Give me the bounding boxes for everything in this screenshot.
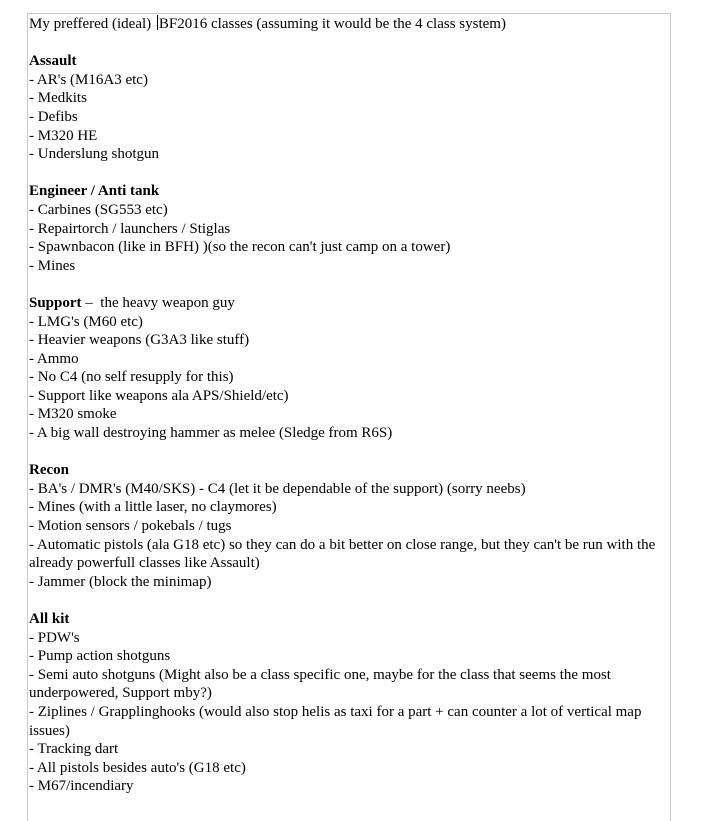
title-text-start: My preffered (ideal) <box>29 16 155 32</box>
list-item: - Spawnbacon (like in BFH) )(so the recon can't just camp on a tower) <box>29 239 451 256</box>
section-heading-line <box>29 294 668 313</box>
list-item: - M67/incendiary <box>29 778 134 795</box>
list-item: - Mines <box>29 257 76 274</box>
section-support <box>29 294 668 443</box>
section-heading-suffix: – the heavy weapon guy <box>81 294 235 311</box>
section-heading-line <box>29 52 668 71</box>
text-cursor <box>157 15 158 30</box>
list-item: - Ammo <box>29 350 79 367</box>
title-text-end: BF2016 classes (assuming it would be the 4 class system) <box>158 16 506 32</box>
list-item: - Repairtorch / launchers / Stiglas <box>29 220 231 237</box>
list-item: - Medkits <box>29 90 87 107</box>
list-item: - Jammer (block the minimap) <box>29 573 212 590</box>
list-item: - Support like weapons ala APS/Shield/etc) <box>29 387 289 404</box>
section-assault <box>29 52 668 164</box>
list-item: - PDW's <box>29 629 80 646</box>
section-all-kit <box>29 610 668 796</box>
list-item: - Tracking dart <box>29 741 119 758</box>
list-item: - Defibs <box>29 108 78 125</box>
list-item: - M320 smoke <box>29 406 117 423</box>
section-heading-line <box>29 182 668 201</box>
section-heading-line <box>29 610 668 629</box>
list-item: - All pistols besides auto's (G18 etc) <box>29 759 246 776</box>
list-item: - BA's / DMR's (M40/SKS) - C4 (let it be dependable of the support) (sorry neebs) <box>29 480 526 497</box>
list-item: - AR's (M16A3 etc) <box>29 71 148 88</box>
list-item: - A big wall destroying hammer as melee (Sledge from R6S) <box>29 425 393 442</box>
section-heading: All kit <box>29 611 70 627</box>
section-heading: Assault <box>29 53 77 70</box>
list-item: - Heavier weapons (G3A3 like stuff) <box>29 332 250 349</box>
list-item: - No C4 (no self resupply for this) <box>29 369 234 386</box>
list-item: - Pump action shotguns <box>29 648 171 665</box>
list-item: - Ziplines / Grapplinghooks (would also stop helis as taxi for a part + can counter a lot of vertical map issues) <box>29 703 646 739</box>
section-heading: Support <box>29 294 82 311</box>
sections-container <box>29 52 668 796</box>
section-engineer-anti-tank <box>29 182 668 275</box>
section-recon <box>29 461 668 591</box>
list-item: - Underslung shotgun <box>29 146 159 163</box>
list-item: - Carbines (SG553 etc) <box>29 201 168 218</box>
list-item: - Motion sensors / pokebals / tugs <box>29 518 232 535</box>
list-item: - Mines (with a little laser, no claymores) <box>29 499 277 516</box>
section-heading-line <box>29 461 668 480</box>
document-page[interactable] <box>27 13 671 821</box>
list-item: - LMG's (M60 etc) <box>29 313 143 330</box>
list-item: - M320 HE <box>29 127 98 144</box>
section-heading: Recon <box>29 462 69 479</box>
section-heading: Engineer / Anti tank <box>29 183 160 200</box>
list-item: - Automatic pistols (ala G18 etc) so they can do a bit better on close range, but they can't be run with the already powerfull classes like Assault) <box>29 536 660 572</box>
document-body[interactable] <box>29 15 668 796</box>
document-title-line[interactable] <box>29 15 668 34</box>
list-item: - Semi auto shotguns (Might also be a class specific one, maybe for the class that seems the most underpowered, Support mby?) <box>29 666 615 702</box>
